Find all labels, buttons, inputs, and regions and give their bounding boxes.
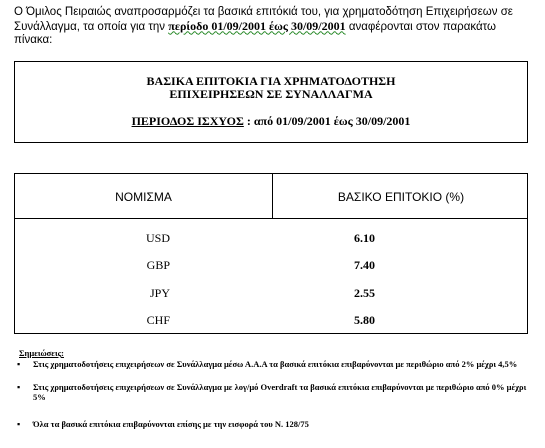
validity-period-value: : από 01/09/2001 έως 30/09/2001 [243,114,411,128]
table-row [15,231,527,247]
validity-period-label: ΠΕΡΙΟΔΟΣ ΙΣΧΥΟΣ [131,114,244,128]
note-text: Στις χρηματοδοτήσεις επιχειρήσεων σε Συνάλλαγμα με λογ/μό Overdraft τα βασικά επιτόκια επιβαρύνονται με περιθώριο από 0% μέχρι 5% [33,382,527,402]
header-currency: ΝΟΜΙΣΜΑ [115,190,172,204]
title-line-1: ΒΑΣΙΚΑ ΕΠΙΤΟΚΙΑ ΓΙΑ ΧΡΗΜΑΤΟΔΟΤΗΣΗ [146,74,396,88]
bullet-icon: ▪ [17,419,21,429]
rates-table-header [15,174,527,219]
currency-cell: JPY [149,286,170,300]
title-box [14,61,528,143]
intro-period: περίοδο 01/09/2001 έως 30/09/2001 [168,18,346,33]
table-row [15,313,527,329]
rates-table [14,173,528,334]
table-row [15,286,527,302]
currency-cell: USD [145,231,170,245]
notes-title: Σημειώσεις: [19,348,64,358]
notes-section [19,348,529,429]
list-item [19,419,529,429]
validity-period [15,114,527,129]
rate-cell: 7.40 [354,258,375,272]
note-text: Όλα τα βασικά επιτόκια επιβαρύνονται επίσης με την εισφορά του Ν. 128/75 [33,419,309,429]
note-text: Στις χρηματοδοτήσεις επιχειρήσεων σε Συνάλλαγμα μέσω Α.Α.Α τα βασικά επιτόκια επιβαρύνονται με περιθώριο από 2% μέχρι 4,5% [33,359,518,369]
intro-text-part2: αναφέρονται στον παρακάτω πίνακα: [14,20,496,46]
rate-cell: 5.80 [354,313,375,327]
list-item [19,382,529,402]
intro-text-part1: Ο Όμιλος Πειραιώς αναπροσαρμόζει τα βασικά επιτόκιά του, για χρηματοδότηση Επιχειρήσεων σε Συνάλλαγμα, τα οποία για την [14,6,513,33]
currency-cell: GBP [146,258,170,272]
currency-cell: CHF [146,313,170,327]
intro-paragraph [14,6,529,48]
notes-list [19,359,529,429]
bullet-icon: ▪ [17,359,21,369]
rate-cell: 6.10 [354,231,375,245]
bullet-icon: ▪ [17,382,21,392]
table-row [15,258,527,274]
title-line-2: ΕΠΙΧΕΙΡΗΣΕΩΝ ΣΕ ΣΥΝΑΛΛΑΓΜΑ [169,87,373,101]
rate-cell: 2.55 [354,286,375,300]
list-item [19,359,529,369]
header-base-rate: ΒΑΣΙΚΟ ΕΠΙΤΟΚΙΟ (%) [337,190,465,204]
